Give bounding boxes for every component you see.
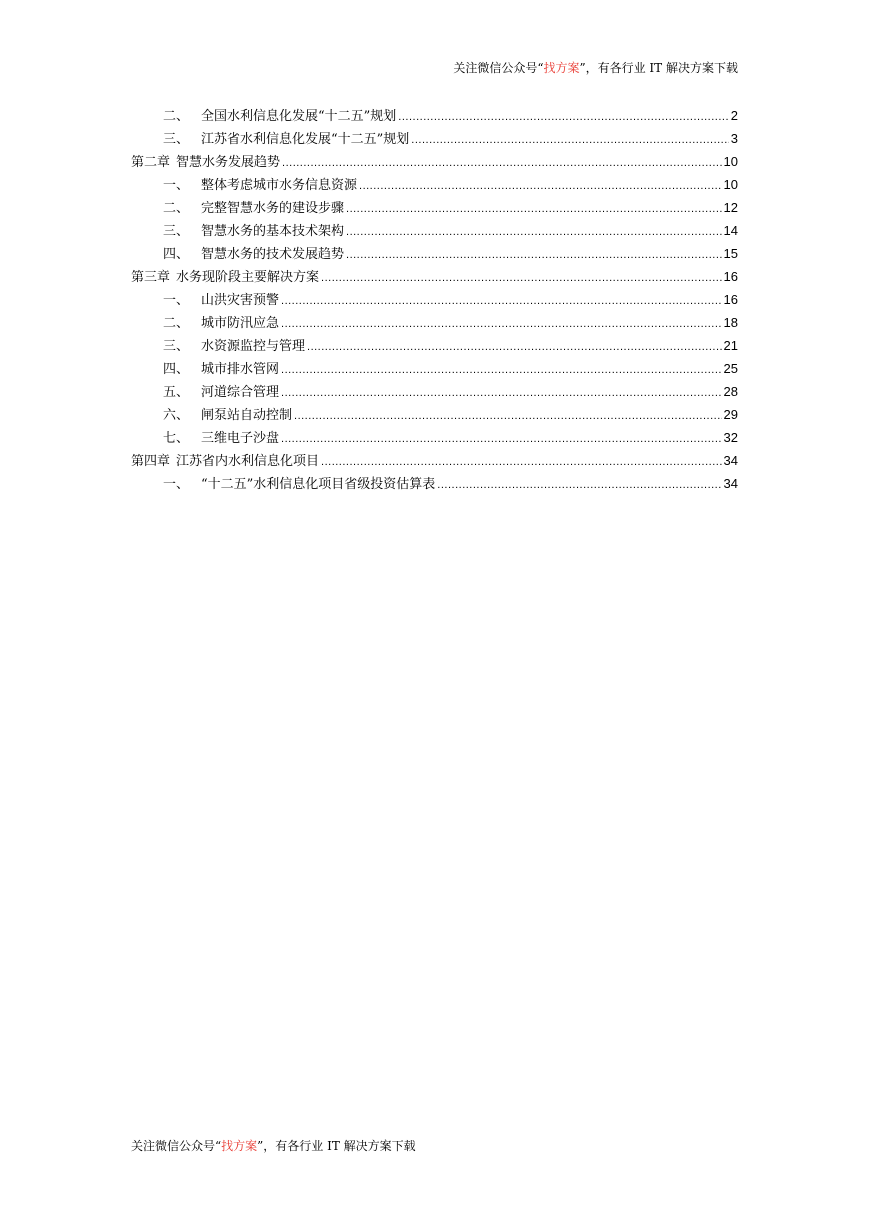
footer-highlight: 找方案 [221, 1139, 258, 1153]
toc-section-entry[interactable] [131, 426, 738, 449]
toc-entry-title: 城市防汛应急 [201, 316, 280, 331]
page-footer [131, 1138, 416, 1154]
toc-entry-page-number: 14 [723, 223, 738, 238]
toc-entry-number: 二、 [163, 109, 190, 124]
toc-chapter-entry[interactable] [131, 265, 738, 288]
toc-entry-number: 六、 [163, 408, 190, 423]
footer-prefix: 关注微信公众号“ [131, 1139, 222, 1153]
toc-entry-page-number: 29 [723, 407, 738, 422]
toc-section-entry[interactable] [131, 357, 738, 380]
toc-entry-page-number: 10 [723, 154, 738, 169]
toc-entry-number: 一、 [163, 178, 190, 193]
toc-entry-page-number: 32 [723, 430, 738, 445]
header-suffix: ”，有各行业 IT 解决方案下载 [579, 61, 738, 75]
toc-dot-leader [281, 290, 722, 313]
toc-entry-page-number: 10 [723, 177, 738, 192]
toc-entry-title: 三维电子沙盘 [201, 431, 280, 446]
toc-entry-page-number: 16 [723, 269, 738, 284]
toc-entry-title: 闸泵站自动控制 [201, 408, 293, 423]
toc-dot-leader [281, 428, 722, 451]
toc-dot-leader [359, 175, 722, 198]
toc-entry-title: 山洪灾害预警 [201, 293, 280, 308]
toc-dot-leader [281, 382, 722, 405]
toc-entry-number: 三、 [163, 339, 190, 354]
toc-entry-number: 一、 [163, 293, 190, 308]
toc-section-entry[interactable] [131, 288, 738, 311]
toc-dot-leader [307, 336, 722, 359]
toc-entry-title: 整体考虑城市水务信息资源 [201, 178, 358, 193]
toc-entry-page-number: 21 [723, 338, 738, 353]
toc-entry-title: 江苏省内水利信息化项目 [176, 454, 320, 469]
header-highlight: 找方案 [543, 61, 580, 75]
toc-entry-title: 全国水利信息化发展“十二五”规划 [201, 109, 397, 124]
toc-entry-number: 四、 [163, 247, 190, 262]
toc-entry-number: 三、 [163, 132, 190, 147]
toc-section-entry[interactable] [131, 127, 738, 150]
toc-section-entry[interactable] [131, 311, 738, 334]
toc-entry-number: 四、 [163, 362, 190, 377]
toc-section-entry[interactable] [131, 104, 738, 127]
toc-entry-page-number: 3 [730, 131, 738, 146]
toc-section-entry[interactable] [131, 196, 738, 219]
toc-section-entry[interactable] [131, 219, 738, 242]
toc-entry-title: 江苏省水利信息化发展“十二五”规划 [201, 132, 410, 147]
toc-entry-number: 三、 [163, 224, 190, 239]
toc-dot-leader [398, 106, 728, 129]
toc-entry-number: 五、 [163, 385, 190, 400]
toc-section-entry[interactable] [131, 173, 738, 196]
toc-dot-leader [321, 267, 722, 290]
toc-section-entry[interactable] [131, 242, 738, 265]
toc-entry-title: 城市排水管网 [201, 362, 280, 377]
toc-dot-leader [411, 129, 728, 152]
toc-dot-leader [281, 313, 722, 336]
page-header [453, 60, 738, 76]
toc-entry-page-number: 34 [723, 476, 738, 491]
toc-entry-title: 水资源监控与管理 [201, 339, 306, 354]
toc-section-entry[interactable] [131, 334, 738, 357]
toc-entry-number: 七、 [163, 431, 190, 446]
toc-dot-leader [437, 474, 721, 497]
toc-dot-leader [321, 451, 722, 474]
toc-entry-number: 二、 [163, 316, 190, 331]
toc-dot-leader [346, 221, 722, 244]
toc-entry-number: 第三章 [131, 270, 171, 285]
toc-entry-page-number: 15 [723, 246, 738, 261]
toc-entry-number: 一、 [163, 477, 190, 492]
header-prefix: 关注微信公众号“ [453, 61, 544, 75]
toc-entry-title: “十二五”水利信息化项目省级投资估算表 [201, 477, 436, 492]
toc-chapter-entry[interactable] [131, 150, 738, 173]
toc-entry-title: 智慧水务的技术发展趋势 [201, 247, 345, 262]
toc-entry-number: 第四章 [131, 454, 171, 469]
footer-suffix: ”，有各行业 IT 解决方案下载 [257, 1139, 416, 1153]
toc-dot-leader [346, 198, 722, 221]
toc-entry-title: 完整智慧水务的建设步骤 [201, 201, 345, 216]
toc-entry-page-number: 25 [723, 361, 738, 376]
toc-chapter-entry[interactable] [131, 449, 738, 472]
toc-entry-number: 第二章 [131, 155, 171, 170]
toc-entry-title: 智慧水务发展趋势 [176, 155, 281, 170]
toc-entry-title: 河道综合管理 [201, 385, 280, 400]
toc-section-entry[interactable] [131, 380, 738, 403]
toc-dot-leader [281, 359, 722, 382]
toc-dot-leader [346, 244, 722, 267]
toc-dot-leader [294, 405, 722, 428]
toc-entry-page-number: 34 [723, 453, 738, 468]
toc-entry-number: 二、 [163, 201, 190, 216]
toc-entry-page-number: 16 [723, 292, 738, 307]
toc-section-entry[interactable] [131, 472, 738, 495]
toc-dot-leader [282, 152, 722, 175]
toc-entry-title: 智慧水务的基本技术架构 [201, 224, 345, 239]
toc-entry-page-number: 2 [730, 108, 738, 123]
toc-entry-page-number: 28 [723, 384, 738, 399]
toc-entry-title: 水务现阶段主要解决方案 [176, 270, 320, 285]
toc-section-entry[interactable] [131, 403, 738, 426]
toc-entry-page-number: 12 [723, 200, 738, 215]
table-of-contents [131, 104, 738, 495]
toc-entry-page-number: 18 [723, 315, 738, 330]
